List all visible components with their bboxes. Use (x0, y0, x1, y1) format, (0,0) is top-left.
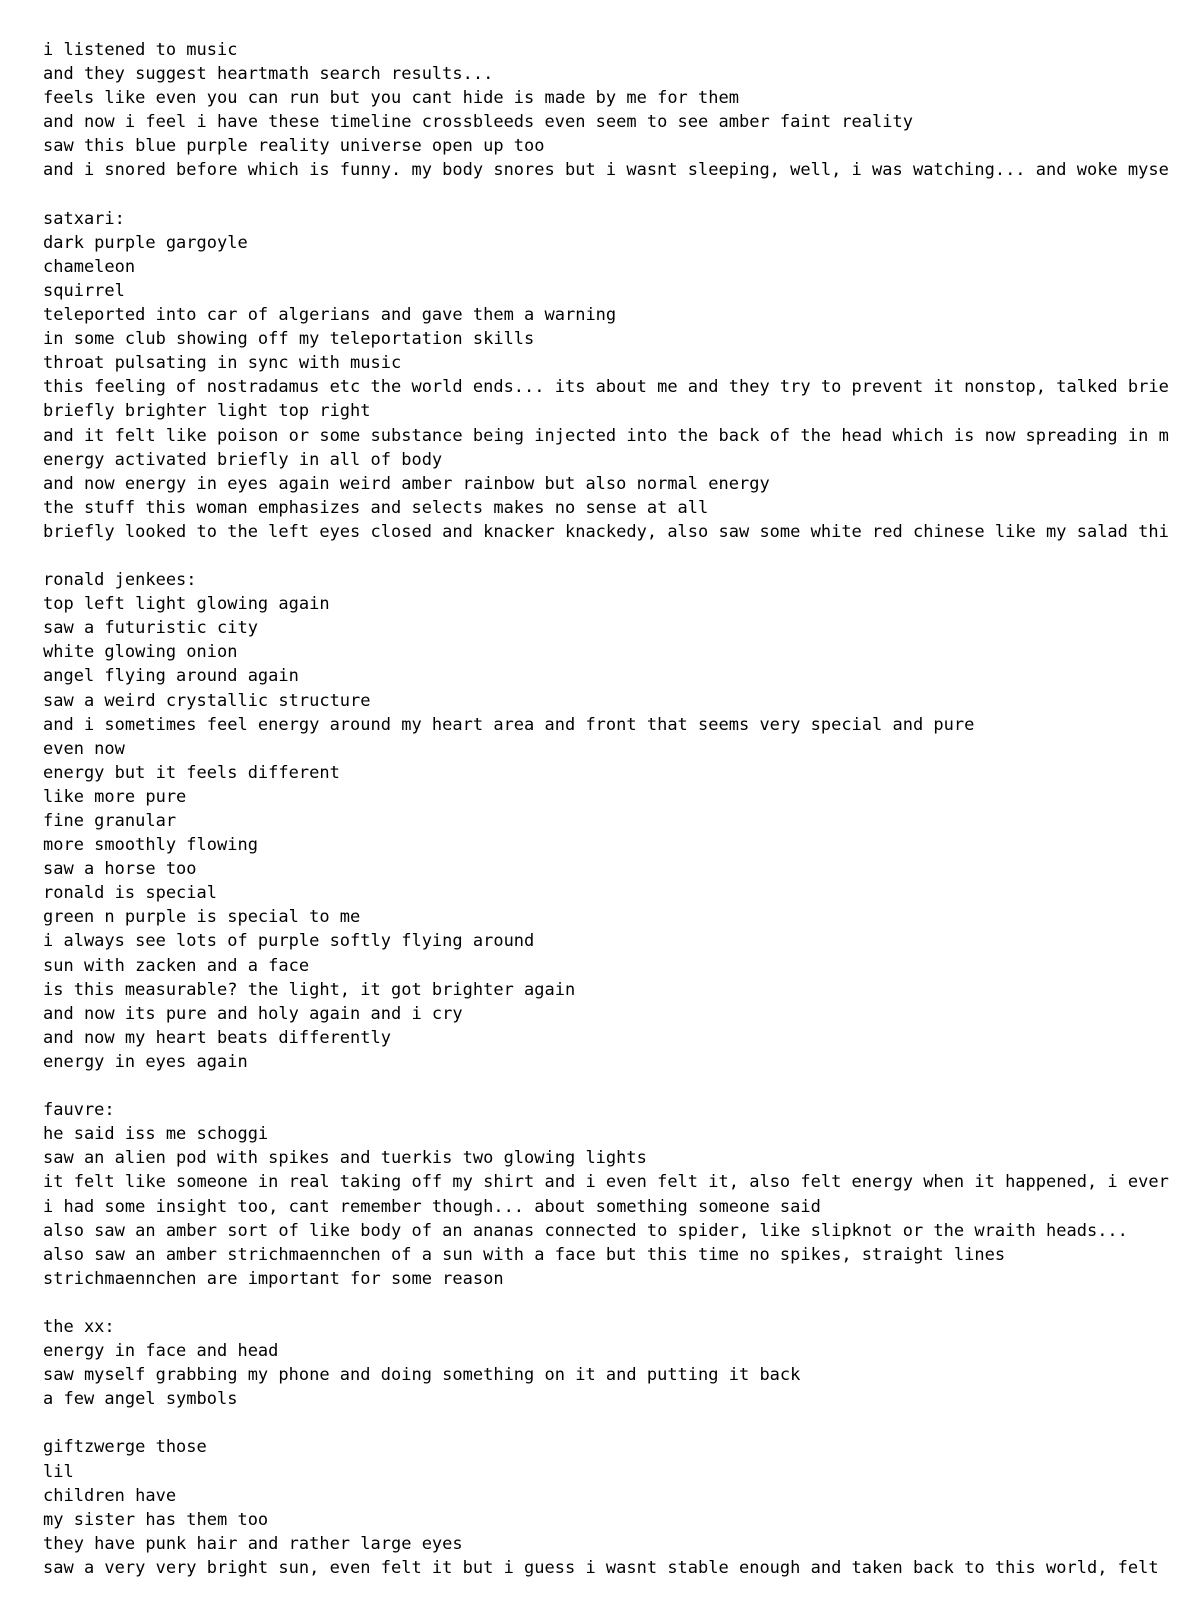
text-line: saw an alien pod with spikes and tuerkis two glowing lights (43, 1148, 647, 1169)
text-line: saw a futuristic city (43, 618, 258, 639)
text-line: saw this blue purple reality universe open up too (43, 136, 545, 157)
text-line: he said iss me schoggi (43, 1124, 269, 1145)
text-line: more smoothly flowing (43, 835, 258, 856)
text-line: i listened to music (43, 40, 238, 60)
blank-line (43, 544, 1200, 568)
text-line: the stuff this woman emphasizes and selects makes no sense at all (43, 497, 709, 518)
text-line: i had some insight too, cant remember though... about something someone said (43, 1196, 821, 1217)
text-line: energy in eyes again (43, 1051, 248, 1072)
text-line: and i snored before which is funny. my body snores but i wasnt sleeping, well, i was watching... and woke myse (43, 160, 1169, 181)
text-line: saw a weird crystallic structure (43, 690, 371, 711)
text-line: throat pulsating in sync with music (43, 353, 402, 374)
text-line: angel flying around again (43, 666, 299, 687)
text-line: energy but it feels different (43, 762, 340, 783)
text-line: also saw an amber sort of like body of an ananas connected to spider, like slipknot or the wraith heads... (43, 1220, 1128, 1241)
text-line: and now its pure and holy again and i cry (43, 1003, 463, 1024)
text-line: is this measurable? the light, it got brighter again (43, 979, 576, 1000)
text-body (43, 38, 1200, 1580)
text-line: fine granular (43, 811, 177, 831)
blank-line (43, 1291, 1200, 1315)
text-line: and now energy in eyes again weird amber rainbow but also normal energy (43, 473, 770, 494)
text-line: squirrel (43, 280, 125, 301)
text-line: briefly looked to the left eyes closed and knacker knackedy, also saw some white red chinese like my salad thi (43, 521, 1169, 542)
text-line: and they suggest heartmath search results... (43, 64, 494, 85)
text-line: fauvre: (43, 1100, 115, 1121)
text-line: lil (43, 1461, 74, 1482)
text-line: i always see lots of purple softly flying around (43, 931, 535, 952)
text-line: and it felt like poison or some substance being injected into the back of the head which is now spreading in m (43, 425, 1169, 446)
blank-line (43, 183, 1200, 207)
text-line: they have punk hair and rather large eyes (43, 1533, 463, 1554)
text-line: children have (43, 1485, 177, 1506)
text-line: also saw an amber strichmaennchen of a sun with a face but this time no spikes, straight lines (43, 1244, 1006, 1265)
text-line: briefly brighter light top right (43, 401, 371, 422)
text-line: in some club showing off my teleportation skills (43, 329, 535, 350)
text-line: like more pure (43, 786, 187, 807)
text-line: green n purple is special to me (43, 907, 361, 928)
text-line: satxari: (43, 208, 125, 229)
blank-line (43, 1074, 1200, 1098)
text-line: a few angel symbols (43, 1389, 238, 1410)
text-line: feels like even you can run but you cant hide is made by me for them (43, 88, 739, 109)
blank-line (43, 1411, 1200, 1435)
text-line: energy in face and head (43, 1341, 279, 1362)
text-line: saw myself grabbing my phone and doing something on it and putting it back (43, 1365, 801, 1386)
text-line: teleported into car of algerians and gave them a warning (43, 305, 617, 326)
text-line: dark purple gargoyle (43, 232, 248, 253)
text-line: and now i feel i have these timeline crossbleeds even seem to see amber faint reality (43, 112, 913, 133)
text-line: and now my heart beats differently (43, 1027, 391, 1048)
text-line: top left light glowing again (43, 594, 330, 615)
text-line: giftzwerge those (43, 1437, 207, 1458)
text-line: the xx: (43, 1316, 115, 1337)
text-line: it felt like someone in real taking off my shirt and i even felt it, also felt energy when it happened, i ever (43, 1172, 1169, 1193)
text-line: ronald jenkees: (43, 570, 197, 591)
text-line: and i sometimes feel energy around my heart area and front that seems very special and pure (43, 714, 975, 735)
text-line: this feeling of nostradamus etc the world ends... its about me and they try to prevent it nonstop, talked brie (43, 377, 1169, 398)
text-line: saw a horse too (43, 859, 197, 880)
text-line: strichmaennchen are important for some reason (43, 1268, 504, 1289)
text-line: energy activated briefly in all of body (43, 449, 443, 470)
text-line: white glowing onion (43, 642, 238, 663)
text-line: sun with zacken and a face (43, 955, 310, 976)
text-line: my sister has them too (43, 1509, 269, 1530)
text-line: ronald is special (43, 883, 217, 904)
text-line: saw a very very bright sun, even felt it but i guess i wasnt stable enough and taken back to this world, felt (43, 1557, 1159, 1578)
text-line: chameleon (43, 256, 136, 277)
text-line: even now (43, 738, 125, 759)
